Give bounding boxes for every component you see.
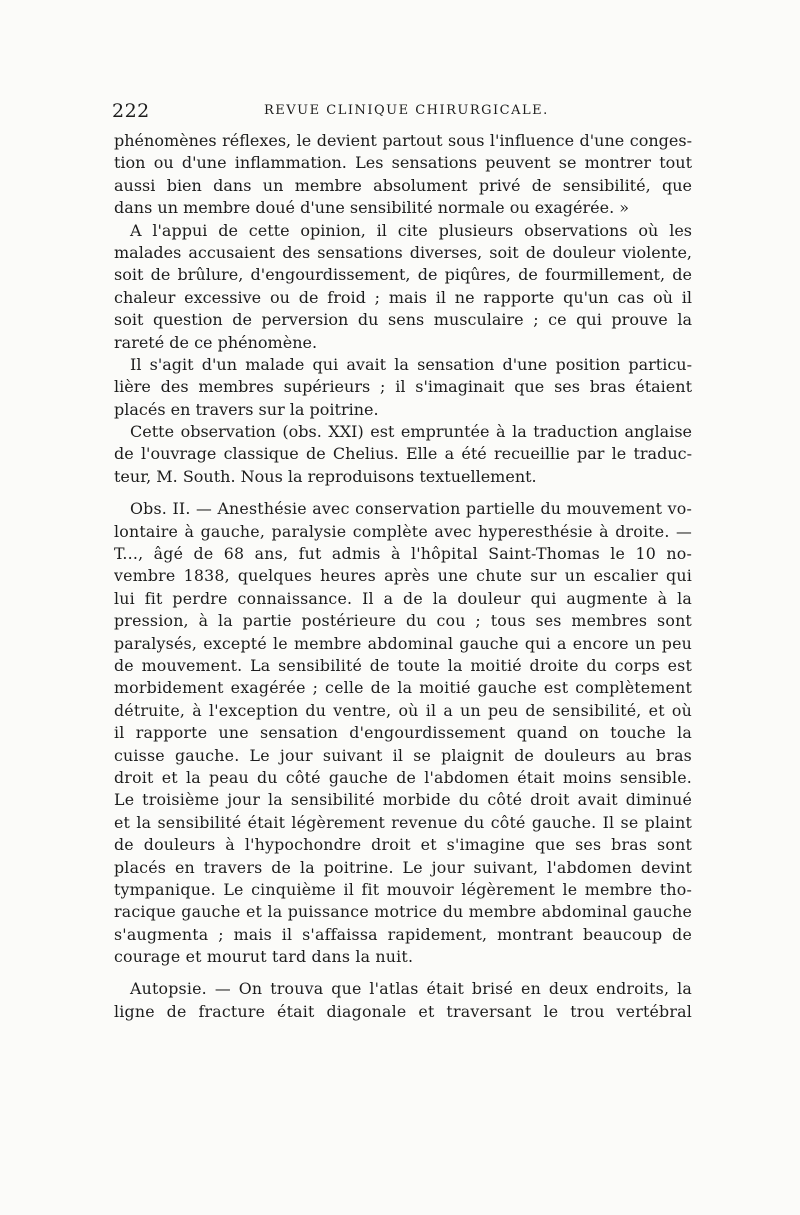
text-line: racique gauche et la puissance motrice du membre abdominal gauche bbox=[114, 902, 692, 922]
text-line: de douleurs à l'hypochondre droit et s'imagine que ses bras sont bbox=[114, 835, 692, 855]
text-line: phénomènes réflexes, le devient partout sous l'influence d'une conges- bbox=[114, 131, 692, 150]
text-line: teur, M. South. Nous la reproduisons textuellement. bbox=[114, 466, 537, 486]
text-line: tion ou d'une inflammation. Les sensations peuvent se montrer tout bbox=[114, 153, 692, 173]
text-line: courage et mourut tard dans la nuit. bbox=[114, 947, 414, 967]
text-line: placés en travers sur la poitrine. bbox=[114, 399, 379, 419]
text-line: lontaire à gauche, paralysie complète avec hyperesthésie à droite. — bbox=[114, 521, 692, 541]
text-line: Le troisième jour la sensibilité morbide du côté droit avait diminué bbox=[114, 790, 692, 810]
text-line: cuisse gauche. Le jour suivant il se plaignit de douleurs au bras bbox=[114, 745, 692, 765]
text-line: lière des membres supérieurs ; il s'imaginait que ses bras étaient bbox=[114, 377, 692, 397]
page-header bbox=[112, 100, 692, 124]
text-line: Il s'agit d'un malade qui avait la sensation d'une position particu- bbox=[130, 354, 692, 374]
observation-block bbox=[114, 498, 692, 968]
text-line: dans un membre doué d'une sensibilité normale ou exagérée. » bbox=[114, 198, 630, 218]
text-line: morbidement exagérée ; celle de la moitié gauche est complètement bbox=[114, 678, 692, 698]
text-line: soit question de perversion du sens musculaire ; ce qui prouve la bbox=[114, 310, 692, 330]
paragraph bbox=[114, 354, 692, 421]
spacer bbox=[114, 968, 692, 978]
autopsie-block bbox=[114, 978, 692, 1023]
text-line: soit de brûlure, d'engourdissement, de piqûres, de fourmillement, de bbox=[114, 265, 692, 285]
text-line: rareté de ce phénomène. bbox=[114, 332, 318, 352]
text-line: de mouvement. La sensibilité de toute la moitié droite du corps est bbox=[114, 655, 692, 675]
text-line: détruite, à l'exception du ventre, où il a un peu de sensibilité, et où bbox=[114, 700, 692, 720]
text-line: Cette observation (obs. XXI) est empruntée à la traduction anglaise bbox=[130, 422, 692, 442]
text-line: aussi bien dans un membre absolument privé de sensibilité, que bbox=[114, 175, 692, 195]
text-line: tympanique. Le cinquième il fit mouvoir légèrement le membre tho- bbox=[114, 879, 692, 899]
text-line: il rapporte une sensation d'engourdissement quand on touche la bbox=[114, 723, 692, 743]
text-line: malades accusaient des sensations diverses, soit de douleur violente, bbox=[114, 242, 692, 262]
text-body bbox=[114, 130, 692, 1023]
text-line: A l'appui de cette opinion, il cite plusieurs observations où les bbox=[130, 220, 692, 240]
running-title: REVUE CLINIQUE CHIRURGICALE. bbox=[264, 103, 549, 118]
text-line: Autopsie. — On trouva que l'atlas était brisé en deux endroits, la bbox=[130, 979, 692, 999]
text-line: s'augmenta ; mais il s'affaissa rapidement, montrant beaucoup de bbox=[114, 924, 692, 944]
paragraph bbox=[114, 421, 692, 488]
text-line: lui fit perdre connaissance. Il a de la douleur qui augmente à la bbox=[114, 588, 692, 608]
text-line: droit et la peau du côté gauche de l'abdomen était moins sensible. bbox=[114, 767, 692, 787]
page-number: 222 bbox=[112, 100, 150, 122]
text-line: paralysés, excepté le membre abdominal gauche qui a encore un peu bbox=[114, 633, 692, 653]
text-line: et la sensibilité était légèrement revenue du côté gauche. Il se plaint bbox=[114, 812, 692, 832]
text-line: Obs. II. — Anesthésie avec conservation partielle du mouvement vo- bbox=[130, 499, 692, 519]
text-line: vembre 1838, quelques heures après une chute sur un escalier qui bbox=[114, 566, 692, 586]
text-line: ligne de fracture était diagonale et traversant le trou vertébral bbox=[114, 1001, 692, 1021]
paragraph bbox=[114, 220, 692, 354]
text-line: de l'ouvrage classique de Chelius. Elle a été recueillie par le traduc- bbox=[114, 444, 692, 464]
spacer bbox=[114, 488, 692, 498]
text-line: pression, à la partie postérieure du cou ; tous ses membres sont bbox=[114, 611, 692, 631]
paragraph bbox=[114, 130, 692, 220]
text-line: chaleur excessive ou de froid ; mais il ne rapporte qu'un cas où il bbox=[114, 287, 692, 307]
text-line: placés en travers de la poitrine. Le jour suivant, l'abdomen devint bbox=[114, 857, 692, 877]
text-line: T..., âgé de 68 ans, fut admis à l'hôpital Saint-Thomas le 10 no- bbox=[114, 544, 692, 564]
